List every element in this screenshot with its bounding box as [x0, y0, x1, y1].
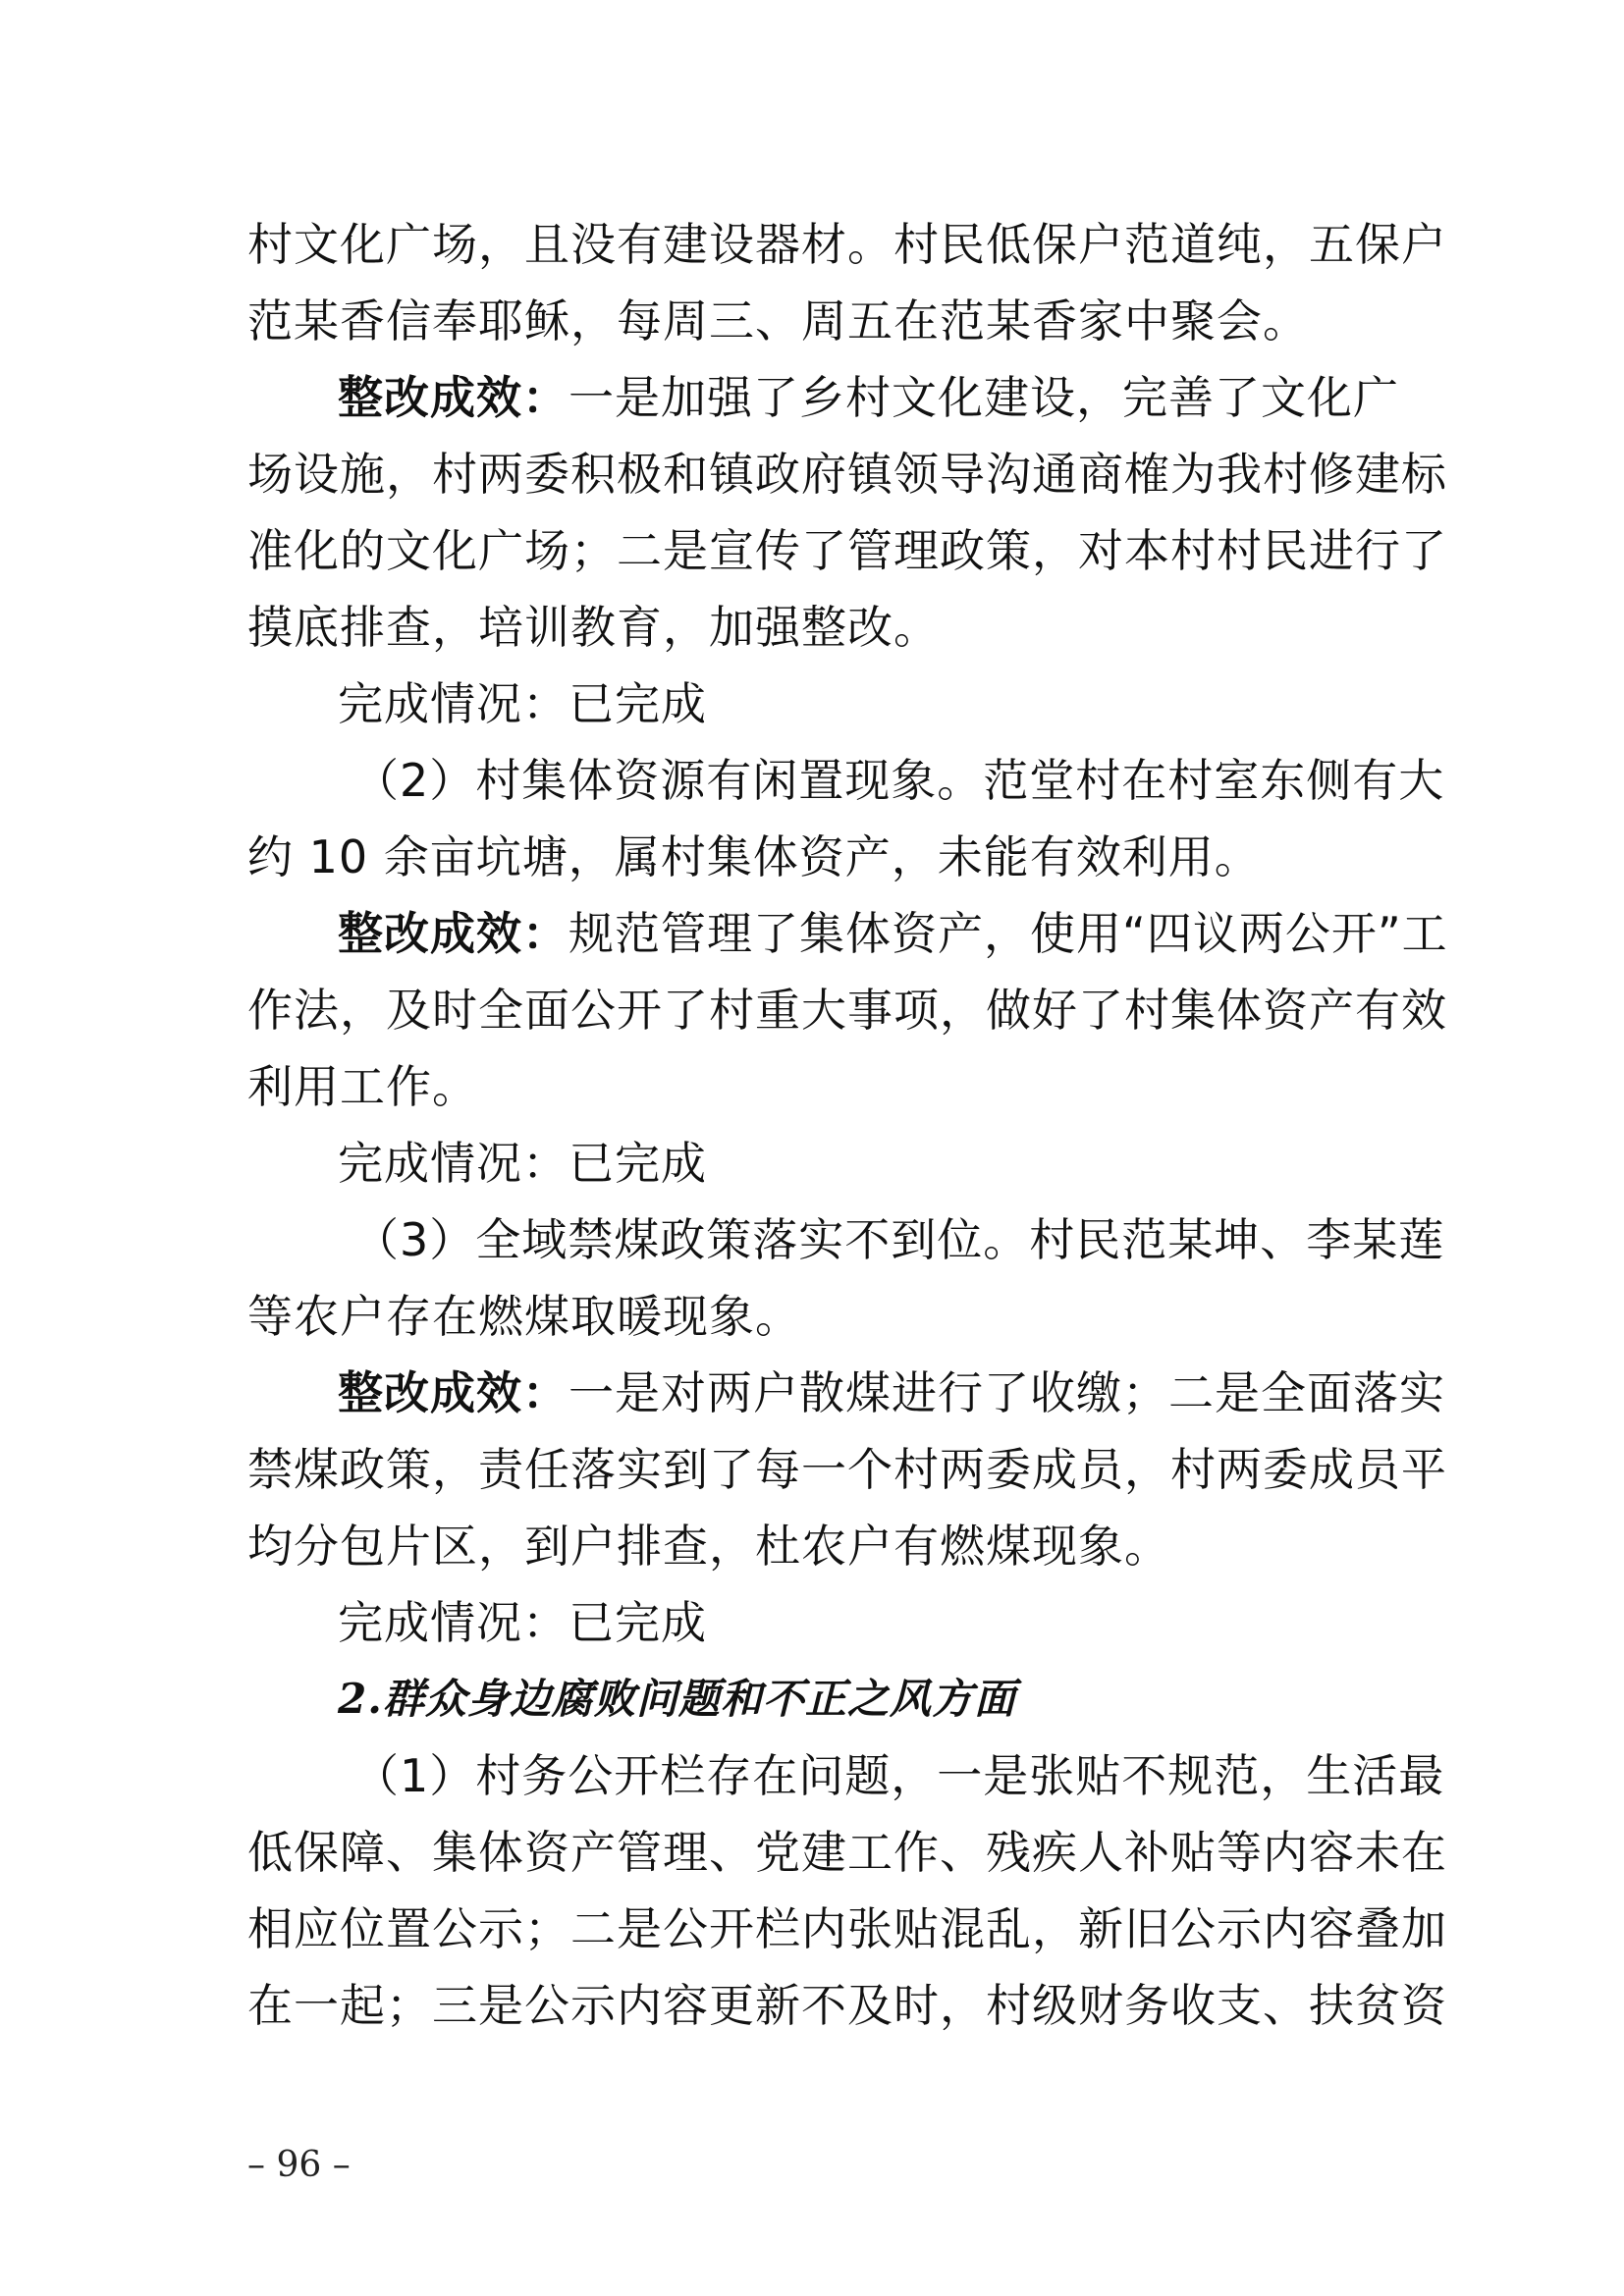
rectification-result-label: 整改成效：: [338, 1366, 568, 1419]
rectification-result-label: 整改成效：: [338, 371, 568, 424]
paragraph-line: 均分包片区，到户排查，杜农户有燃煤现象。: [247, 1520, 1170, 1573]
paragraph-line: 约 10 余亩坑塘，属村集体资产，未能有效利用。: [247, 830, 1261, 883]
paragraph-line: 等农户存在燃煤取暖现象。: [247, 1290, 801, 1343]
paragraph-line: 相应位置公示；二是公开栏内张贴混乱，新旧公示内容叠加: [247, 1902, 1447, 1955]
paragraph-line: 准化的文化广场；二是宣传了管理政策，对本村村民进行了: [247, 524, 1447, 577]
paragraph-line: 低保障、集体资产管理、党建工作、残疾人补贴等内容未在: [247, 1826, 1447, 1879]
paragraph-line: 在一起；三是公示内容更新不及时，村级财务收支、扶贫资: [247, 1979, 1447, 2032]
rectification-result-text: 一是对两户散煤进行了收缴；二是全面落实: [568, 1366, 1445, 1419]
completion-status: 完成情况：已完成: [338, 1137, 707, 1190]
issue-item: （1）村务公开栏存在问题，一是张贴不规范，生活最: [353, 1749, 1445, 1802]
paragraph-line: 禁煤政策，责任落实到了每一个村两委成员，村两委成员平: [247, 1443, 1447, 1496]
completion-status: 完成情况：已完成: [338, 1596, 707, 1649]
rectification-result-label: 整改成效：: [338, 907, 568, 960]
rectification-result-text: 规范管理了集体资产，使用“四议两公开”工: [568, 907, 1448, 960]
page-number: – 96 –: [247, 2145, 351, 2185]
paragraph-line: 村文化广场，且没有建设器材。村民低保户范道纯，五保户: [247, 218, 1447, 271]
paragraph-line: 范某香信奉耶稣，每周三、周五在范某香家中聚会。: [247, 294, 1309, 347]
paragraph-line: 作法，及时全面公开了村重大事项，做好了村集体资产有效: [247, 984, 1447, 1037]
paragraph-line: 利用工作。: [247, 1060, 478, 1113]
rectification-result-line: [338, 1355, 1445, 1431]
paragraph-line: 摸底排查，培训教育，加强整改。: [247, 601, 940, 654]
issue-item: （3）全域禁煤政策落实不到位。村民范某坤、李某莲: [353, 1213, 1445, 1266]
paragraph-line: 场设施，村两委积极和镇政府镇领导沟通商榷为我村修建标: [247, 448, 1447, 501]
rectification-result-line: [338, 359, 1399, 436]
completion-status: 完成情况：已完成: [338, 677, 707, 730]
rectification-result-text: 一是加强了乡村文化建设，完善了文化广: [568, 371, 1399, 424]
rectification-result-line: [338, 895, 1448, 972]
section-heading: 2.群众身边腐败问题和不正之风方面: [338, 1675, 1016, 1723]
issue-item: （2）村集体资源有闲置现象。范堂村在村室东侧有大: [353, 754, 1445, 807]
